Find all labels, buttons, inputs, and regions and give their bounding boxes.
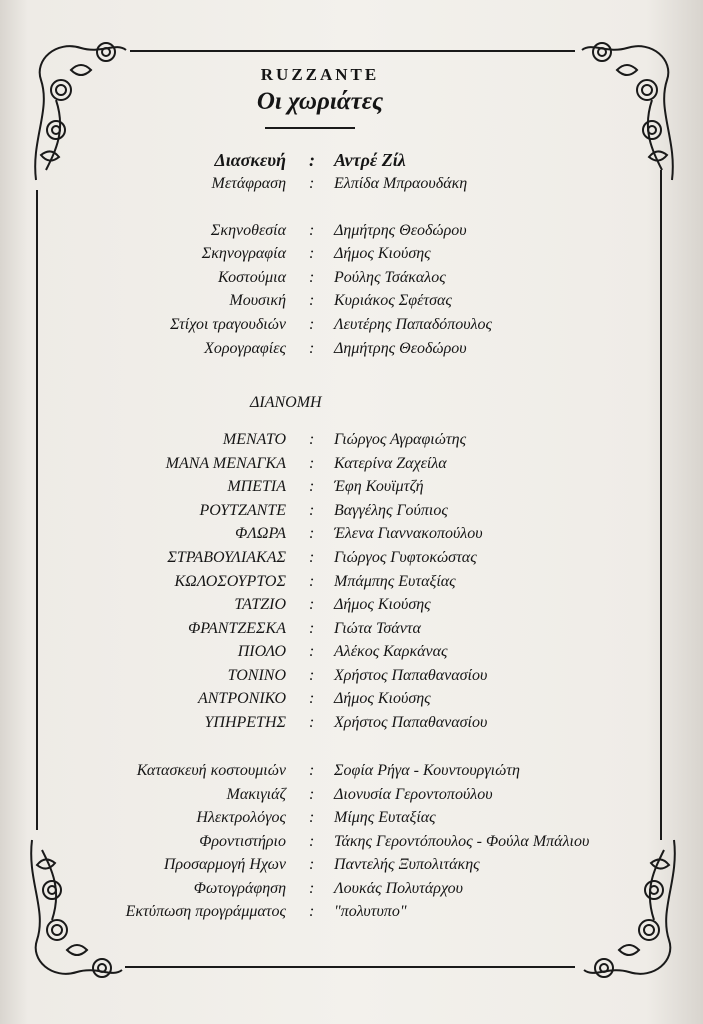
actor-name: Γιώργος Γυφτοκώστας bbox=[334, 549, 477, 566]
credit-role: Κατασκευή κοστουμιών bbox=[136, 762, 286, 779]
cast-row bbox=[0, 714, 703, 738]
cast-row bbox=[0, 690, 703, 714]
credit-row bbox=[0, 856, 703, 880]
credit-separator: : bbox=[309, 502, 315, 519]
credit-separator: : bbox=[309, 175, 315, 192]
character-name: ΜΕΝΑΤΟ bbox=[222, 431, 286, 448]
cast-row bbox=[0, 549, 703, 573]
credit-role: Στίχοι τραγουδιών bbox=[170, 316, 286, 333]
cast-row bbox=[0, 431, 703, 455]
actor-name: Δήμος Κιούσης bbox=[334, 596, 431, 613]
credit-name: Δημήτρης Θεοδώρου bbox=[334, 222, 467, 239]
character-name: ΑΝΤΡΟΝΙΚΟ bbox=[197, 690, 286, 707]
character-name: ΦΡΑΝΤΖΕΣΚΑ bbox=[188, 620, 286, 637]
actor-name: Γιώτα Τσάντα bbox=[334, 620, 421, 637]
credit-name: Τάκης Γεροντόπουλος - Φούλα Μπάλιου bbox=[334, 833, 590, 850]
credit-role: Σκηνογραφία bbox=[201, 245, 286, 262]
credit-separator: : bbox=[309, 525, 315, 542]
credit-separator: : bbox=[309, 549, 315, 566]
credit-row bbox=[0, 786, 703, 810]
credit-name: Ρούλης Τσάκαλος bbox=[334, 269, 446, 286]
credit-separator: : bbox=[309, 833, 315, 850]
bottom-border-rule bbox=[125, 966, 575, 968]
credit-row bbox=[0, 833, 703, 857]
actor-name: Χρήστος Παπαθανασίου bbox=[334, 714, 488, 731]
credit-name: Αντρέ Ζίλ bbox=[334, 150, 406, 170]
credit-separator: : bbox=[309, 620, 315, 637]
credit-name: Ελπίδα Μπραουδάκη bbox=[334, 175, 468, 192]
credit-name: "πολυτυπο" bbox=[334, 903, 407, 920]
credit-separator: : bbox=[309, 786, 315, 803]
credit-role: Ηλεκτρολόγος bbox=[196, 809, 286, 826]
credit-row bbox=[0, 269, 703, 293]
actor-name: Έφη Κουϊμτζή bbox=[334, 478, 424, 495]
credit-separator: : bbox=[309, 316, 315, 333]
credit-separator: : bbox=[309, 762, 315, 779]
title-underline bbox=[265, 127, 355, 129]
credit-separator: : bbox=[309, 222, 315, 239]
credit-separator: : bbox=[309, 903, 315, 920]
actor-name: Βαγγέλης Γούπιος bbox=[334, 502, 448, 519]
credit-name: Διονυσία Γεροντοπούλου bbox=[334, 786, 493, 803]
credit-role: Μακιγιάζ bbox=[226, 786, 286, 803]
credit-separator: : bbox=[309, 478, 315, 495]
character-name: ΜΠΕΤΙΑ bbox=[227, 478, 286, 495]
credit-name: Παντελής Ξυπολιτάκης bbox=[334, 856, 480, 873]
credit-role: Μουσική bbox=[229, 292, 286, 309]
credit-separator: : bbox=[309, 245, 315, 262]
cast-row bbox=[0, 478, 703, 502]
credit-row bbox=[0, 903, 703, 927]
character-name: ΡΟΥΤΖΑΝΤΕ bbox=[199, 502, 286, 519]
credit-separator: : bbox=[309, 809, 315, 826]
credit-role: Διασκευή bbox=[214, 150, 286, 170]
character-name: ΥΠΗΡΕΤΗΣ bbox=[204, 714, 286, 731]
actor-name: Μπάμπης Ευταξίας bbox=[334, 573, 456, 590]
credit-row bbox=[0, 292, 703, 316]
credit-role: Σκηνοθεσία bbox=[210, 222, 286, 239]
credit-row bbox=[0, 809, 703, 833]
cast-row bbox=[0, 502, 703, 526]
credit-role: Φωτογράφηση bbox=[193, 880, 286, 897]
cast-row bbox=[0, 620, 703, 644]
credit-name: Δημήτρης Θεοδώρου bbox=[334, 340, 467, 357]
character-name: ΣΤΡΑΒΟΥΛΙΑΚΑΣ bbox=[167, 549, 286, 566]
credit-separator: : bbox=[309, 150, 315, 170]
credit-row bbox=[0, 175, 703, 199]
credit-row bbox=[0, 150, 703, 174]
credit-name: Λουκάς Πολυτάρχου bbox=[334, 880, 463, 897]
author-name: RUZZANTE bbox=[260, 65, 380, 84]
cast-heading: ΔΙΑΝΟΜΗ bbox=[250, 394, 322, 411]
top-border-rule bbox=[130, 50, 575, 52]
credit-separator: : bbox=[309, 573, 315, 590]
character-name: ΠΙΟΛΟ bbox=[237, 643, 286, 660]
character-name: ΚΩΛΟΣΟΥΡΤΟΣ bbox=[174, 573, 286, 590]
character-name: ΜΑΝΑ ΜΕΝΑΓΚΑ bbox=[165, 455, 286, 472]
cast-row bbox=[0, 573, 703, 597]
credit-role: Μετάφραση bbox=[211, 175, 286, 192]
actor-name: Δήμος Κιούσης bbox=[334, 690, 431, 707]
character-name: ΤΑΤΖΙΟ bbox=[234, 596, 286, 613]
credit-row bbox=[0, 762, 703, 786]
cast-row bbox=[0, 455, 703, 479]
actor-name: Έλενα Γιαννακοπούλου bbox=[334, 525, 483, 542]
play-title: Οι χωριάτες bbox=[256, 88, 384, 115]
credit-separator: : bbox=[309, 596, 315, 613]
credit-name: Δήμος Κιούσης bbox=[334, 245, 431, 262]
credit-row bbox=[0, 880, 703, 904]
credit-separator: : bbox=[309, 269, 315, 286]
credit-separator: : bbox=[309, 643, 315, 660]
credit-row bbox=[0, 245, 703, 269]
actor-name: Γιώργος Αγραφιώτης bbox=[334, 431, 467, 448]
cast-row bbox=[0, 596, 703, 620]
cast-row bbox=[0, 525, 703, 549]
actor-name: Αλέκος Καρκάνας bbox=[334, 643, 448, 660]
credit-role: Εκτύπωση προγράμματος bbox=[125, 903, 286, 920]
actor-name: Κατερίνα Ζαχείλα bbox=[334, 455, 447, 472]
character-name: ΤΟΝΙΝΟ bbox=[227, 667, 286, 684]
credit-row bbox=[0, 340, 703, 364]
credit-separator: : bbox=[309, 455, 315, 472]
credit-role: Προσαρμογή Ηχων bbox=[163, 856, 286, 873]
credit-role: Φροντιστήριο bbox=[199, 833, 286, 850]
credit-row bbox=[0, 222, 703, 246]
actor-name: Χρήστος Παπαθανασίου bbox=[334, 667, 488, 684]
credit-name: Σοφία Ρήγα - Κουντουργιώτη bbox=[334, 762, 520, 779]
credit-separator: : bbox=[309, 292, 315, 309]
credit-separator: : bbox=[309, 340, 315, 357]
credit-separator: : bbox=[309, 714, 315, 731]
cast-row bbox=[0, 643, 703, 667]
credit-name: Κυριάκος Σφέτσας bbox=[334, 292, 452, 309]
credit-separator: : bbox=[309, 690, 315, 707]
credit-role: Χορογραφίες bbox=[204, 340, 286, 357]
credit-name: Μίμης Ευταξίας bbox=[334, 809, 436, 826]
credit-role: Κοστούμια bbox=[217, 269, 286, 286]
cast-row bbox=[0, 667, 703, 691]
character-name: ΦΛΩΡΑ bbox=[235, 525, 286, 542]
credit-separator: : bbox=[309, 431, 315, 448]
credit-separator: : bbox=[309, 667, 315, 684]
credit-separator: : bbox=[309, 856, 315, 873]
credit-row bbox=[0, 316, 703, 340]
credit-name: Λευτέρης Παπαδόπουλος bbox=[334, 316, 493, 333]
credit-separator: : bbox=[309, 880, 315, 897]
